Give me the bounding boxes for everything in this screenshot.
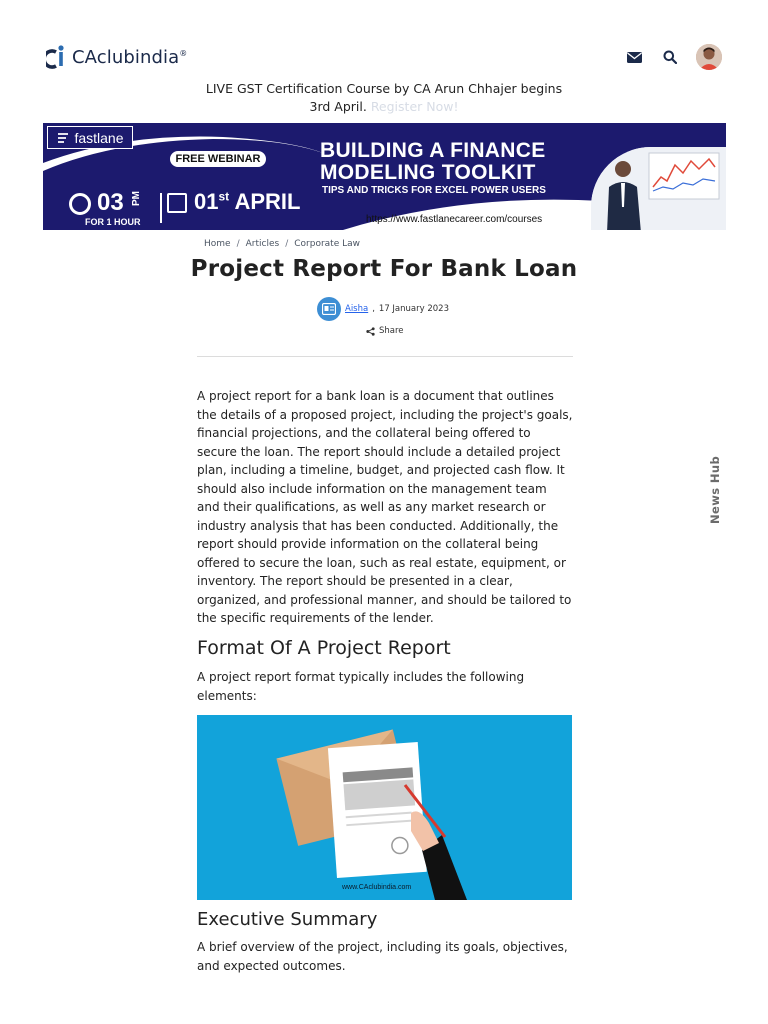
author-date-separator: , <box>372 304 375 314</box>
author-avatar-icon[interactable] <box>317 297 341 321</box>
breadcrumb-corporate-law[interactable]: Corporate Law <box>294 239 360 249</box>
promo-banner-text <box>196 80 572 116</box>
site-logo[interactable] <box>46 44 187 70</box>
article-title: Project Report For Bank Loan <box>190 256 578 282</box>
logo-mark-icon <box>46 44 68 70</box>
image-credit: www.CAclubindia.com <box>342 884 412 891</box>
user-avatar[interactable] <box>696 44 722 70</box>
banner-subtitle: TIPS AND TRICKS FOR EXCEL POWER USERS <box>322 185 546 196</box>
section-heading-format: Format Of A Project Report <box>197 637 451 659</box>
article-date: 17 January 2023 <box>378 304 449 314</box>
banner-date: 01st APRIL <box>194 189 301 214</box>
article-illustration <box>197 715 572 900</box>
banner-url: https://www.fastlanecareer.com/courses <box>366 214 543 225</box>
free-webinar-badge: FREE WEBINAR <box>168 149 268 169</box>
share-label: Share <box>379 326 404 336</box>
promo-text: LIVE GST Certification Course by CA Arun Chhajer begins 3rd April. <box>205 81 563 114</box>
news-hub-label: News Hub <box>708 455 722 524</box>
banner-time: 03 PM <box>97 189 142 216</box>
webinar-ad-banner[interactable] <box>43 123 726 230</box>
section-heading-executive-summary: Executive Summary <box>197 909 378 930</box>
breadcrumb-separator: / <box>236 239 240 249</box>
executive-summary-text: A brief overview of the project, including its goals, objectives, and expected outcomes. <box>197 940 568 973</box>
author-meta <box>317 297 449 321</box>
breadcrumb-articles[interactable]: Articles <box>245 239 280 249</box>
share-button[interactable] <box>366 326 404 336</box>
title-divider <box>197 356 573 357</box>
register-now-link[interactable]: Register Now! <box>370 99 459 114</box>
banner-duration: FOR 1 HOUR <box>85 217 141 227</box>
breadcrumb <box>204 239 360 249</box>
calendar-icon <box>167 193 187 213</box>
mail-icon[interactable] <box>624 47 644 67</box>
header-actions <box>624 44 722 70</box>
banner-title-line1: BUILDING A FINANCE <box>320 139 546 162</box>
share-icon <box>366 327 375 336</box>
clock-icon <box>69 193 91 215</box>
section-format-text: A project report format typically includes the following elements: <box>197 670 525 703</box>
breadcrumb-home[interactable]: Home <box>204 239 231 249</box>
search-icon[interactable] <box>660 47 680 67</box>
article-intro: A project report for a bank loan is a document that outlines the details of a proposed project, including the project's goals, financial projections, and the collateral being offered to secure the loan. The report should include a detailed project plan, including a timeline, budget, and projected cash flow. It should also include information on the management team and their qualifications, as well as any market research or industry analysis that has been conducted. Additionally, the report should provide information on the collateral being offered to secure the loan, such as real estate, equipment, or inventory. The report should be presented in a clear, organized, and professional manner, and should be tailored to the specific requirements of the lender. <box>197 389 573 625</box>
news-hub-tab[interactable] <box>708 455 724 524</box>
banner-title-line2: MODELING TOOLKIT <box>320 161 536 184</box>
author-name-link[interactable]: Aisha <box>345 304 369 314</box>
banner-divider <box>160 193 162 223</box>
breadcrumb-separator: / <box>285 239 289 249</box>
logo-text: CAclubindia® <box>72 46 188 68</box>
fastlane-logo: fastlane <box>47 126 133 149</box>
